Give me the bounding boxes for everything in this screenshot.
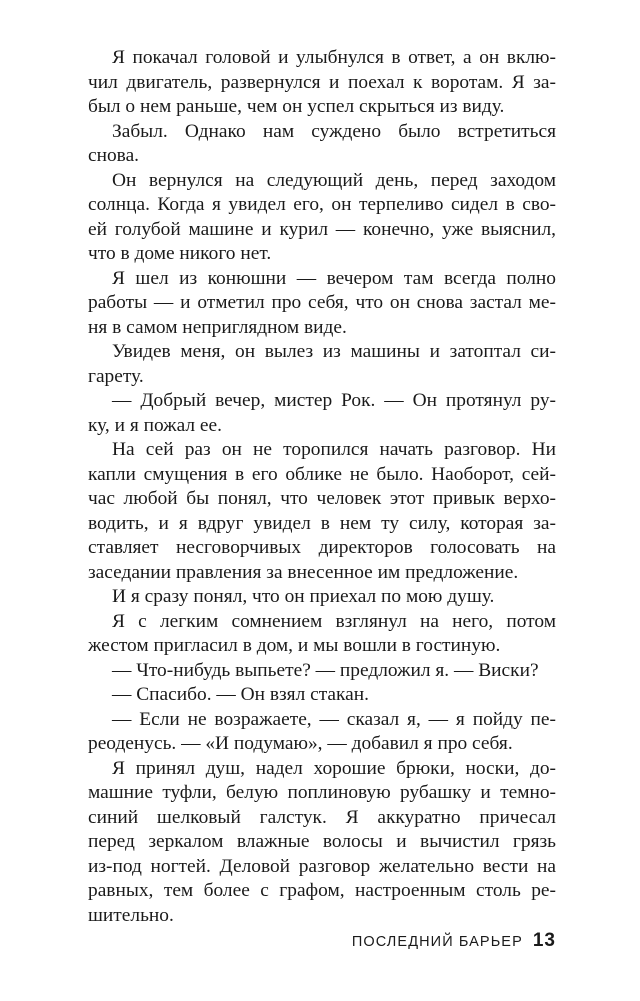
text-line: работы — и отметил про себя, что он снова застал ме- xyxy=(88,292,556,313)
text-line: Увидев меня, он вылез из машины и затоптал си- xyxy=(112,341,556,362)
text-line: снова. xyxy=(88,145,140,166)
text-line: — Добрый вечер, мистер Рок. — Он протянул ру- xyxy=(112,390,556,411)
text-line: ставляет несговорчивых директоров голосовать на xyxy=(88,537,556,558)
text-line: водить, и я вдруг увидел в нем ту силу, которая за- xyxy=(88,512,556,534)
running-title: ПОСЛЕДНИЙ БАРЬЕР xyxy=(351,934,523,950)
text-line: ей голубой машине и курил — конечно, уже выяснил, xyxy=(88,218,556,240)
text-line: час любой бы понял, что человек этот привык верхо- xyxy=(88,488,556,509)
text-line: шительно. xyxy=(88,904,174,926)
text-line: капли смущения в его облике не было. Наоборот, сей- xyxy=(88,463,556,485)
text-line: синий шелковый галстук. Я аккуратно причесал xyxy=(88,806,556,828)
text-line: что в доме никого нет. xyxy=(88,243,272,264)
text-line: заседании правления за внесенное им предложение. xyxy=(88,561,519,583)
text-line: ку, и я пожал ее. xyxy=(88,414,222,436)
text-line: реоденусь. — «И подумаю», — добавил я про себя. xyxy=(88,733,513,754)
page-number: 13 xyxy=(532,930,556,951)
text-line: ня в самом неприглядном виде. xyxy=(88,316,347,338)
text-line: жестом пригласил в дом, и мы вошли в гостиную. xyxy=(88,635,501,656)
text-line: равных, тем более с графом, настроенным столь ре- xyxy=(88,880,556,901)
text-line: солнца. Когда я увидел его, он терпеливо сидел в сво- xyxy=(88,194,556,215)
page-footer xyxy=(340,930,556,952)
text-line: На сей раз он не торопился начать разговор. Ни xyxy=(112,439,556,460)
text-line: Я принял душ, надел хорошие брюки, носки, до- xyxy=(112,757,556,779)
text-line: из-под ногтей. Деловой разговор желательно вести на xyxy=(88,855,556,877)
text-line: гарету. xyxy=(88,365,144,387)
text-line: чил двигатель, развернулся и поехал к воротам. Я за- xyxy=(88,71,556,93)
text-line: — Спасибо. — Он взял стакан. xyxy=(112,684,370,705)
text-line: перед зеркалом влажные волосы и вычистил грязь xyxy=(88,831,556,852)
text-line: Он вернулся на следующий день, перед заходом xyxy=(112,169,556,191)
text-line: И я сразу понял, что он приехал по мою душу. xyxy=(112,586,495,607)
text-line: машние туфли, белую поплиновую рубашку и темно- xyxy=(88,782,556,803)
text-line: Я покачал головой и улыбнулся в ответ, а он вклю- xyxy=(112,47,556,68)
text-line: Я с легким сомнением взглянул на него, потом xyxy=(112,610,556,632)
text-line: был о нем раньше, чем он успел скрыться из виду. xyxy=(88,96,505,117)
text-line: Забыл. Однако нам суждено было встретиться xyxy=(112,120,556,142)
text-line: — Что-нибудь выпьете? — предложил я. — Виски? xyxy=(112,659,539,681)
text-line: Я шел из конюшни — вечером там всегда полно xyxy=(112,267,556,289)
text-line: — Если не возражаете, — сказал я, — я пойду пе- xyxy=(112,708,556,730)
body-text xyxy=(88,46,556,928)
